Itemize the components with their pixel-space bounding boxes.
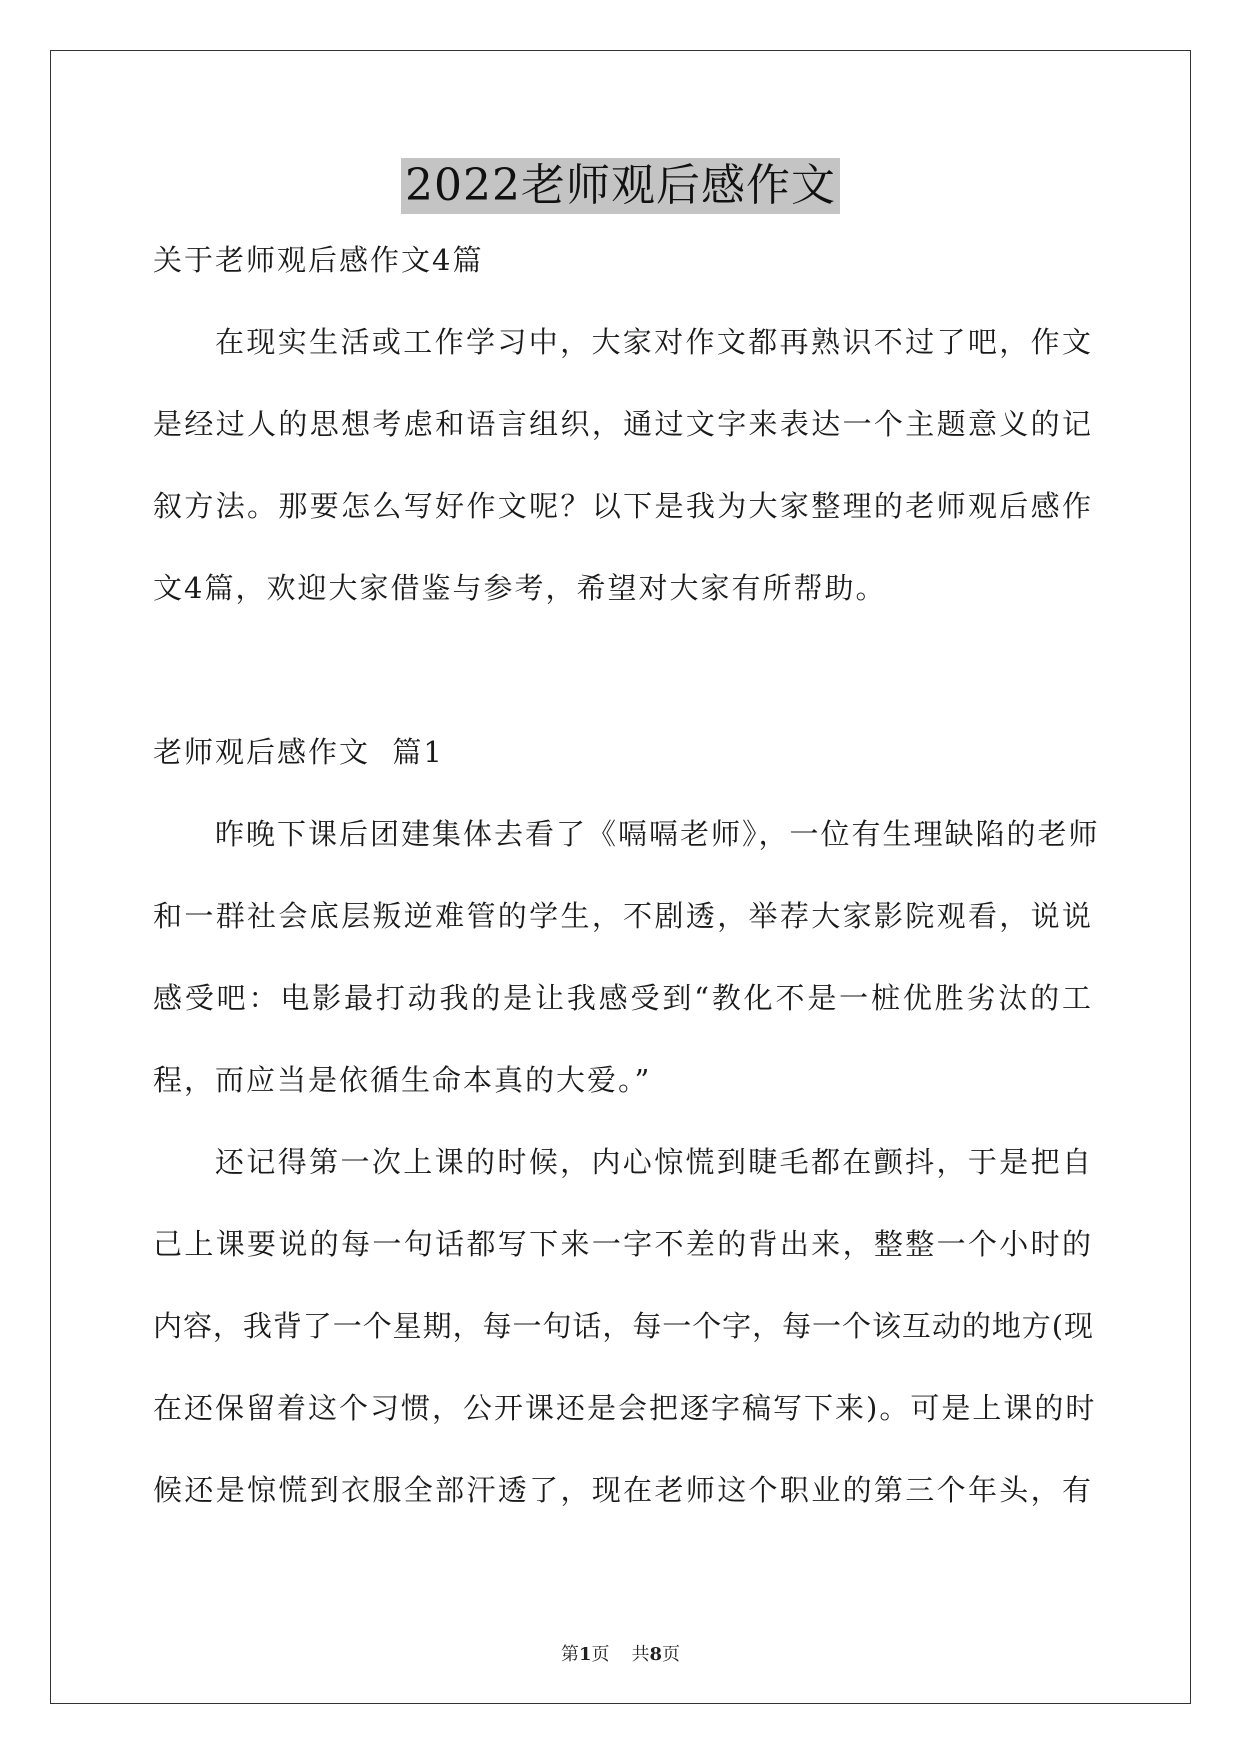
paragraph-line: 还记得第一次上课的时候，内心惊慌到睫毛都在颤抖，于是把自 <box>215 1145 1093 1179</box>
document-title: 2022老师观后感作文 <box>401 158 840 214</box>
paragraph-line: 内容，我背了一个星期，每一句话，每一个字，每一个该互动的地方(现 <box>153 1309 1093 1343</box>
title-container <box>0 158 1241 214</box>
section-heading: 老师观后感作文 篇1 <box>153 735 444 769</box>
intro-line: 文4篇，欢迎大家借鉴与参考，希望对大家有所帮助。 <box>153 571 887 605</box>
page-footer <box>0 1640 1241 1666</box>
paragraph-line: 感受吧：电影最打动我的是让我感受到“教化不是一桩优胜劣汰的工 <box>153 981 1093 1015</box>
footer-total-suffix: 页 <box>662 1644 681 1665</box>
footer-total-prefix: 共 <box>631 1644 650 1665</box>
document-body <box>153 240 1100 1552</box>
paragraph-line: 候还是惊慌到衣服全部汗透了，现在老师这个职业的第三个年头，有 <box>153 1473 1093 1507</box>
paragraph-line: 在还保留着这个习惯，公开课还是会把逐字稿写下来)。可是上课的时 <box>153 1391 1097 1425</box>
intro-line: 叙方法。那要怎么写好作文呢？以下是我为大家整理的老师观后感作 <box>153 489 1093 523</box>
footer-page-number: 1 <box>578 1644 592 1665</box>
paragraph-line: 和一群社会底层叛逆难管的学生，不剧透，举荐大家影院观看，说说 <box>153 899 1093 933</box>
intro-line: 在现实生活或工作学习中，大家对作文都再熟识不过了吧，作文 <box>215 325 1093 359</box>
spacer <box>153 650 1093 732</box>
paragraph-line: 程，而应当是依循生命本真的大爱。” <box>153 1063 652 1097</box>
paragraph-line: 昨晚下课后团建集体去看了《嗝嗝老师》，一位有生理缺陷的老师 <box>215 817 1100 851</box>
footer-total-pages: 8 <box>649 1644 663 1665</box>
footer-page-suffix: 页 <box>591 1644 610 1665</box>
document-subtitle: 关于老师观后感作文4篇 <box>153 243 484 277</box>
intro-line: 是经过人的思想考虑和语言组织，通过文字来表达一个主题意义的记 <box>153 407 1093 441</box>
paragraph-line: 己上课要说的每一句话都写下来一字不差的背出来，整整一个小时的 <box>153 1227 1093 1261</box>
footer-page-prefix: 第 <box>560 1644 579 1665</box>
